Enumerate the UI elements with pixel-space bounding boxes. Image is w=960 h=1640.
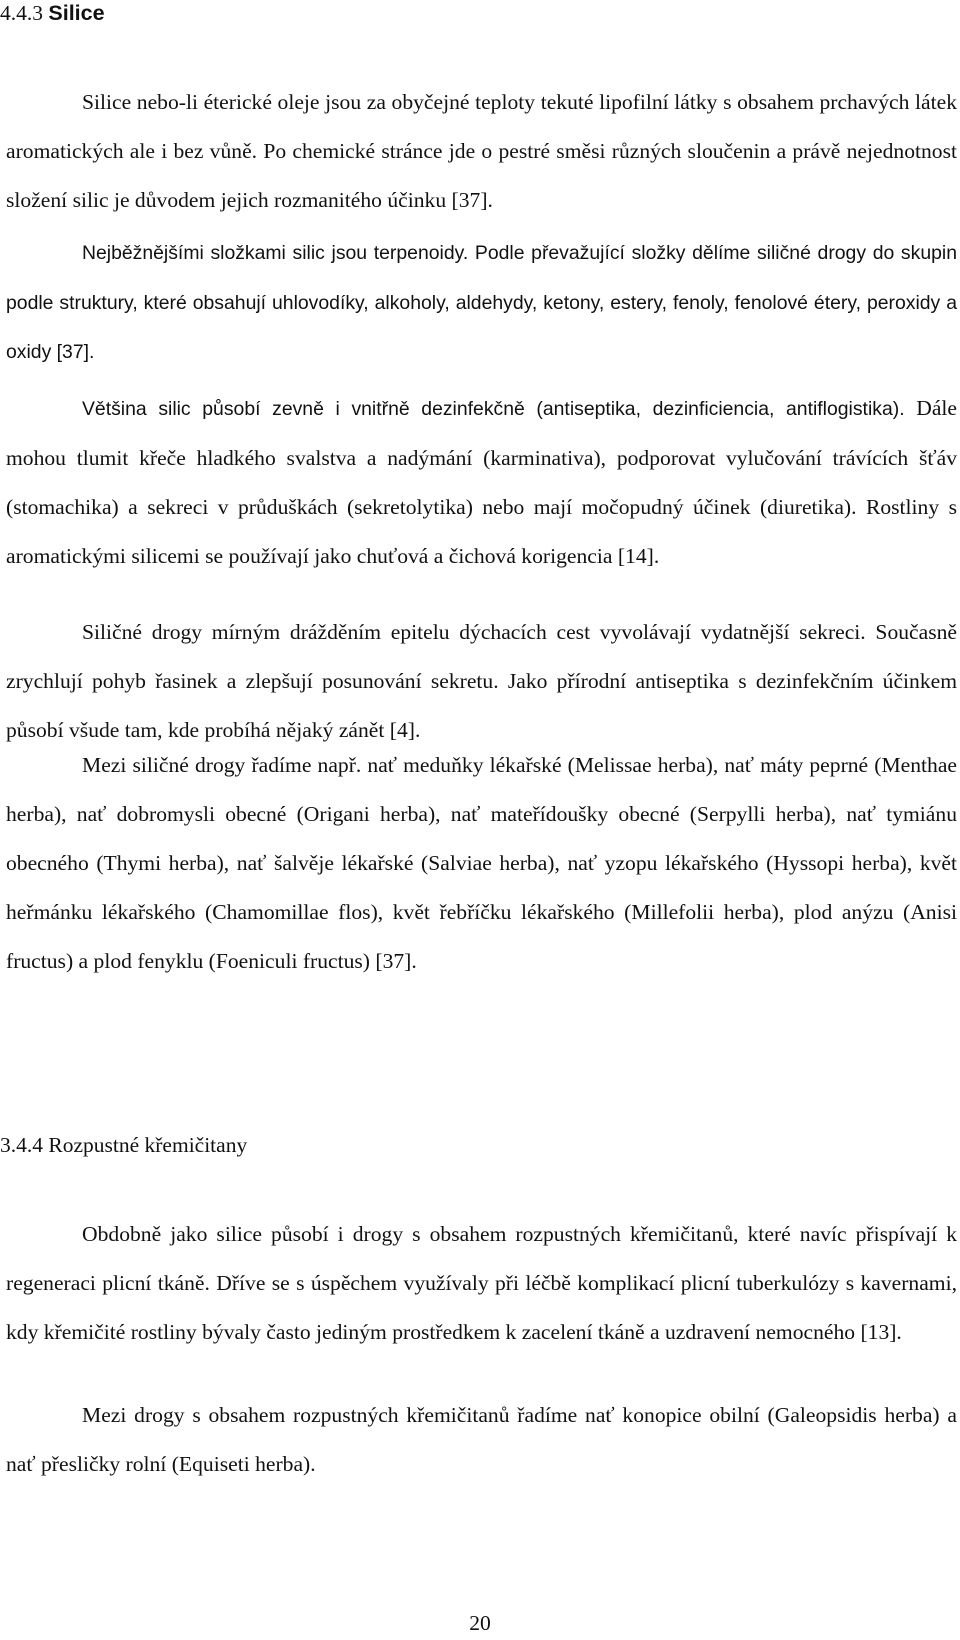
section-number: 4.4.3: [0, 1, 43, 25]
paragraph-silice-secretion: Siličné drogy mírným drážděním epitelu dýchacích cest vyvolávají vydatnější sekreci. Současně zrychlují pohyb řasinek a zlepšují posunování sekretu. Jako přírodní antiseptika s dezinfekčním účinkem působí všude tam, kde probíhá nějaký zánět [4].: [6, 620, 957, 742]
section-title: Rozpustné křemičitany: [48, 1133, 248, 1157]
section-heading-silice: [0, 0, 105, 26]
paragraph-kremicitany-drug-list: Mezi drogy s obsahem rozpustných křemičitanů řadíme nať konopice obilní (Galeopsidis herba) a nať přesličky rolní (Equiseti herba).: [6, 1403, 957, 1476]
section-title: Silice: [48, 1, 105, 25]
paragraph-silice-definition: Silice nebo-li éterické oleje jsou za obyčejné teploty tekuté lipofilní látky s obsahem prchavých látek aromatických ale i bez vůně. Po chemické stránce jde o pestré směsi různých sloučenin a právě nejednotnost složení silic je důvodem jejich rozmanitého účinku [37].: [6, 90, 957, 212]
page-number: 20: [469, 1611, 491, 1635]
paragraph-silice-effects-part-1: Většina silic působí zevně i vnitřně dezinfekčně (antiseptika, dezinficiencia, antiflogistika).: [82, 398, 905, 420]
paragraph-silice-drug-list: Mezi siličné drogy řadíme např. nať meduňky lékařské (Melissae herba), nať máty peprné (Menthae herba), nať dobromysli obecné (Origani herba), nať mateřídoušky obecné (Serpylli herba), nať tymiánu obecného (Thymi herba), nať šalvěje lékařské (Salviae herba), nať yzopu lékařského (Hyssopi herba), květ heřmánku lékařského (Chamomillae flos), květ řebříčku lékařského (Millefolii herba), plod anýzu (Anisi fructus) a plod fenyklu (Foeniculi fructus) [37].: [6, 753, 957, 973]
paragraph-silice-effects: [6, 384, 957, 581]
section-heading-kremicitany: [0, 1132, 247, 1158]
paragraph-silice-effects-part-2: Dále mohou tlumit křeče hladkého svalstva a nadýmání (karminativa), podporovat vylučování trávících šťáv (stomachika) a sekreci v průduškách (sekretolytika) nebo mají močopudný účinek (diuretika). Rostliny s aromatickými silicemi se používají jako chuťová a čichová korigencia [14].: [6, 396, 957, 568]
paragraph-silice-composition: Nejběžnějšími složkami silic jsou terpenoidy. Podle převažující složky dělíme siličné drogy do skupin podle struktury, které obsahují uhlovodíky, alkoholy, aldehydy, ketony, estery, fenoly, fenolové étery, peroxidy a oxidy [37].: [6, 242, 957, 363]
section-number: 3.4.4: [0, 1133, 43, 1157]
paragraph-kremicitany-effects: Obdobně jako silice působí i drogy s obsahem rozpustných křemičitanů, které navíc přispívají k regeneraci plicní tkáně. Dříve se s úspěchem využívaly při léčbě komplikací plicní tuberkulózy s kavernami, kdy křemičité rostliny bývaly často jediným prostředkem k zacelení tkáně a uzdravení nemocného [13].: [6, 1222, 957, 1344]
